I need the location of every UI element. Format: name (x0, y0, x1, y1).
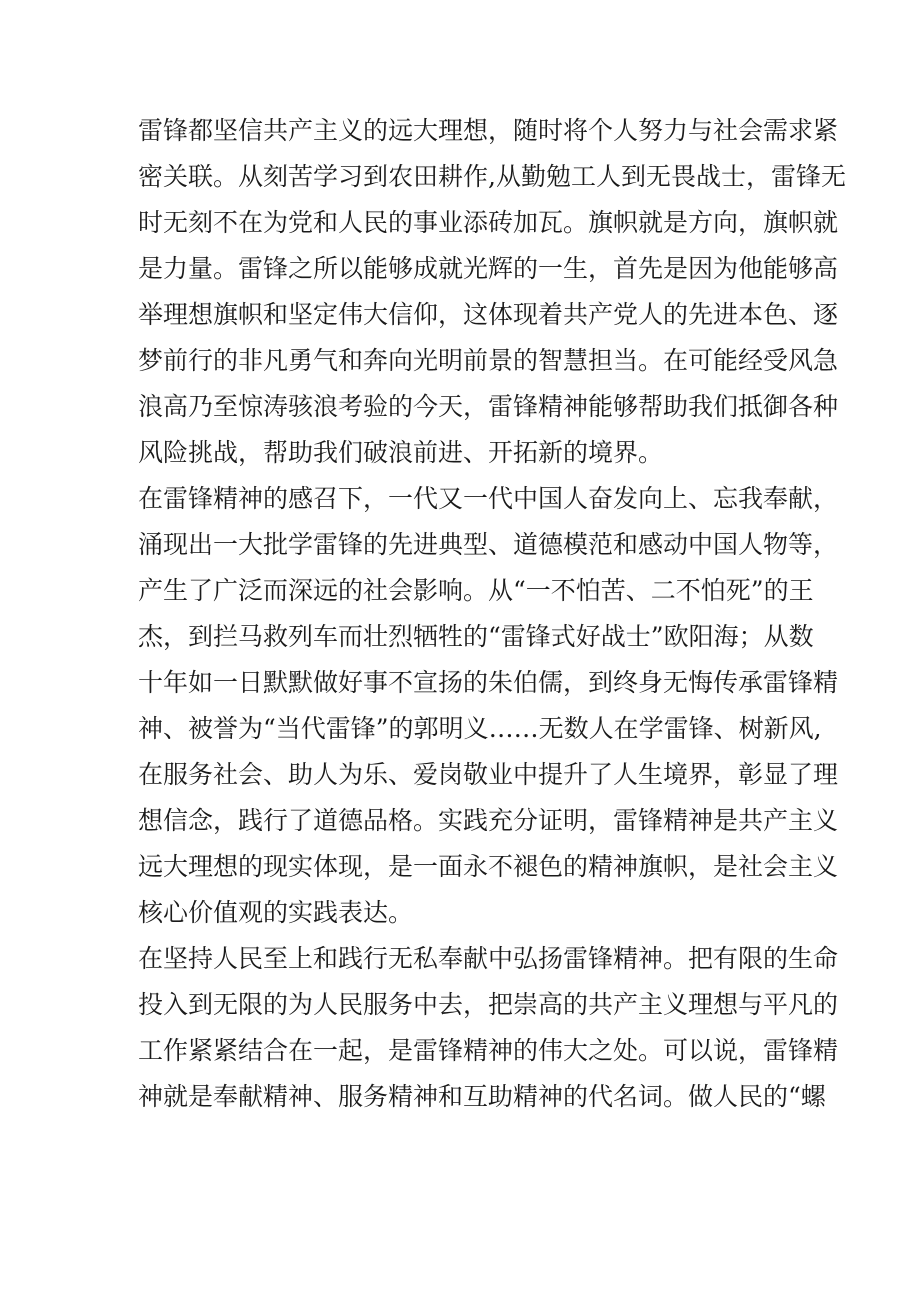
text-line: 神就是奉献精神、服务精神和互助精神的代名词。做人民的“螺 (138, 1082, 826, 1111)
text-line: 核心价值观的实践表达。 (138, 898, 414, 927)
text-line: 杰，到拦马救列车而壮烈牺牲的“雷锋式好战士”欧阳海；从数 (138, 622, 814, 651)
text-line: 浪高乃至惊涛骇浪考验的今天，雷锋精神能够帮助我们抵御各种 (138, 392, 839, 421)
text-line: 神、被誉为“当代雷锋”的郭明义……无数人在学雷锋、树新风, (138, 714, 822, 743)
text-line: 投入到无限的为人民服务中去，把崇高的共产主义理想与平凡的 (138, 990, 839, 1019)
paragraph-1 (138, 108, 846, 476)
text-line: 时无刻不在为党和人民的事业添砖加瓦。旗帜就是方向，旗帜就 (138, 208, 839, 237)
text-line: 产生了广泛而深远的社会影响。从“一不怕苦、二不怕死”的王 (138, 576, 814, 605)
text-line: 风险挑战，帮助我们破浪前进、开拓新的境界。 (138, 438, 664, 467)
text-line: 密关联。从刻苦学习到农田耕作,从勤勉工人到无畏战士，雷锋无 (138, 162, 846, 191)
text-line: 梦前行的非凡勇气和奔向光明前景的智慧担当。在可能经受风急 (138, 346, 839, 375)
paragraph-3 (138, 936, 839, 1120)
text-line: 想信念，践行了道德品格。实践充分证明，雷锋精神是共产主义 (138, 806, 839, 835)
text-line: 在坚持人民至上和践行无私奉献中弘扬雷锋精神。把有限的生命 (138, 944, 839, 973)
text-line: 举理想旗帜和坚定伟大信仰，这体现着共产党人的先进本色、逐 (138, 300, 839, 329)
text-line: 在服务社会、助人为乐、爱岗敬业中提升了人生境界，彰显了理 (138, 760, 839, 789)
text-line: 远大理想的现实体现，是一面永不褪色的精神旗帜，是社会主义 (138, 852, 839, 881)
paragraph-2 (138, 476, 839, 936)
text-line: 在雷锋精神的感召下，一代又一代中国人奋发向上、忘我奉献， (138, 484, 839, 513)
text-line: 十年如一日默默做好事不宣扬的朱伯儒，到终身无悔传承雷锋精 (138, 668, 839, 697)
body-text (138, 108, 846, 1120)
text-line: 涌现出一大批学雷锋的先进典型、道德模范和感动中国人物等， (138, 530, 839, 559)
text-line: 是力量。雷锋之所以能够成就光辉的一生，首先是因为他能够高 (138, 254, 839, 283)
text-line: 工作紧紧结合在一起，是雷锋精神的伟大之处。可以说，雷锋精 (138, 1036, 839, 1065)
text-line: 雷锋都坚信共产主义的远大理想，随时将个人努力与社会需求紧 (138, 116, 839, 145)
